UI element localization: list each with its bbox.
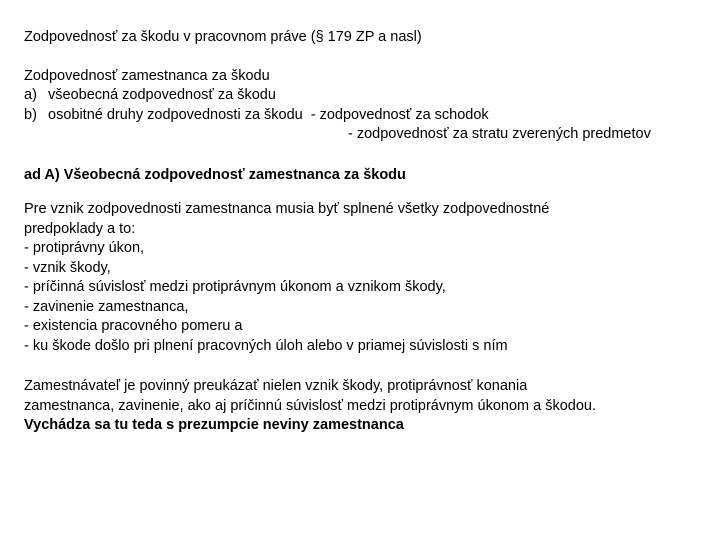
list-item <box>24 86 704 106</box>
slide-title: Zodpovednosť za škodu v pracovnom práve (§ 179 ZP a nasl) <box>24 29 422 45</box>
list-item <box>24 106 704 126</box>
slide-content <box>24 28 704 436</box>
paragraph-line: zamestnanca, zavinenie, ako aj príčinnú súvislosť medzi protiprávnym úkonom a škodou. <box>24 397 597 414</box>
section1-heading: Zodpovednosť zamestnanca za škodu <box>24 67 270 84</box>
condition-item: - vznik škody, <box>24 259 111 276</box>
condition-item: - existencia pracovného pomeru a <box>24 318 243 334</box>
condition-item: - zavinenie zamestnanca, <box>24 298 189 315</box>
condition-item: - protiprávny úkon, <box>24 240 145 256</box>
condition-item: - ku škode došlo pri plnení pracovných úloh alebo v priamej súvislosti s ním <box>24 337 508 354</box>
list-item-text: osobitné druhy zodpovednosti za škodu <box>48 106 303 123</box>
sub-item-row <box>24 125 704 145</box>
condition-item: - príčinná súvislosť medzi protiprávnym úkonom a vznikom škody, <box>24 279 446 295</box>
list-marker: a) <box>24 87 37 103</box>
sub-item-text: - zodpovednosť za schodok <box>310 106 489 123</box>
sub-item-text: - zodpovednosť za stratu zverených predmetov <box>348 126 651 142</box>
paragraph-line: Zamestnávateľ je povinný preukázať nielen vznik škody, protiprávnosť konania <box>24 378 528 394</box>
intro-line: predpoklady a to: <box>24 220 136 237</box>
list-item-text: všeobecná zodpovednosť za škodu <box>48 87 276 103</box>
intro-line: Pre vznik zodpovednosti zamestnanca musia byť splnené všetky zodpovednostné <box>24 201 550 217</box>
list-marker: b) <box>24 106 37 123</box>
section2-heading: ad A) Všeobecná zodpovednosť zamestnanca za škodu <box>24 166 406 183</box>
conclusion-line: Vychádza sa tu teda s prezumpcie neviny zamestnanca <box>24 417 404 433</box>
